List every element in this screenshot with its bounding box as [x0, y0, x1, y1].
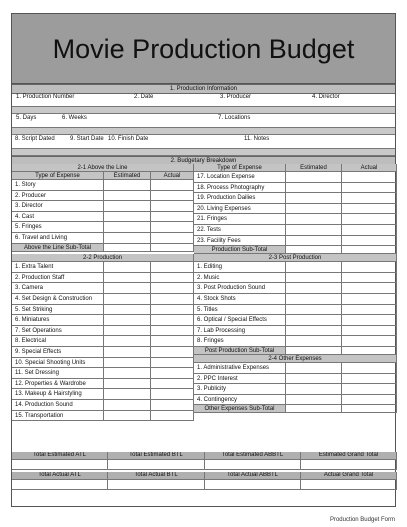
production-item-actual[interactable]	[151, 262, 194, 273]
actual-grand-total: Actual Grand Total	[301, 472, 397, 480]
date-field[interactable]: 2. Date	[134, 94, 154, 100]
post-production-actual[interactable]	[342, 294, 397, 305]
production-estimated-input[interactable]	[286, 183, 342, 194]
production-item: 14. Production Sound	[12, 400, 104, 411]
atl-estimated-input[interactable]	[104, 180, 151, 191]
production-expense-item: 18. Process Photography	[194, 183, 286, 194]
other-expenses-band: 2-4 Other Expenses	[194, 355, 397, 363]
production-item: 7. Set Operations	[12, 326, 104, 337]
post-production-actual[interactable]	[342, 336, 397, 347]
actual-grand-total-value[interactable]	[301, 480, 397, 490]
other-expense-item: 3. Publicity	[194, 384, 286, 395]
post-production-item: 3. Post Production Sound	[194, 283, 286, 294]
atl-estimated-input[interactable]	[104, 233, 151, 244]
production-item: 13. Makeup & Hairstyling	[12, 389, 104, 400]
atl-actual-input[interactable]	[151, 212, 194, 223]
info-row-2	[12, 114, 395, 128]
post-production-actual[interactable]	[342, 273, 397, 284]
finish-date-field[interactable]: 10. Finish Date	[108, 136, 149, 142]
budget-form	[11, 13, 396, 507]
production-item-estimated[interactable]	[104, 336, 151, 347]
other-subtotal-estimated[interactable]	[286, 405, 342, 413]
atl-estimated-input[interactable]	[104, 222, 151, 233]
post-production-estimated[interactable]	[286, 283, 342, 294]
post-production-item: 8. Fringes	[194, 336, 286, 347]
production-item: 15. Transportation	[12, 411, 104, 422]
production-expense-item: 17. Location Expense	[194, 172, 286, 183]
total-estimated-atl: Total Estimated ATL	[12, 452, 108, 460]
production-item-estimated[interactable]	[104, 273, 151, 284]
atl-col-type: Type of Expense	[12, 172, 104, 180]
info-spacer-2	[12, 128, 395, 135]
atl-item: 2. Producer	[12, 191, 104, 202]
director-field[interactable]: 4. Director	[312, 94, 340, 100]
post-production-estimated[interactable]	[286, 294, 342, 305]
atl-item: 1. Story	[12, 180, 104, 191]
production-expense-item: 23. Facility Fees	[194, 236, 286, 247]
production-actual-input[interactable]	[342, 183, 397, 194]
post-subtotal-actual[interactable]	[342, 347, 397, 355]
production-expense-item: 20. Living Expenses	[194, 204, 286, 215]
above-the-line-band: 2-1 Above the Line	[12, 164, 194, 172]
production-item-estimated[interactable]	[104, 326, 151, 337]
post-production-estimated[interactable]	[286, 305, 342, 316]
production-subtotal-estimated[interactable]	[286, 246, 342, 254]
production-actual-input[interactable]	[342, 193, 397, 204]
production-item-estimated[interactable]	[104, 262, 151, 273]
atl-item: 6. Travel and Living	[12, 233, 104, 244]
production-item-actual[interactable]	[151, 315, 194, 326]
atl-item: 5. Fringes	[12, 222, 104, 233]
production-estimated-input[interactable]	[286, 214, 342, 225]
other-expense-estimated[interactable]	[286, 363, 342, 374]
total-actual-btl: Total Actual BTL	[108, 472, 205, 480]
production-item: 9. Special Effects	[12, 347, 104, 358]
production-item-actual[interactable]	[151, 358, 194, 369]
production-estimated-input[interactable]	[286, 204, 342, 215]
post1-col-actual: Actual	[342, 164, 397, 172]
post-production-actual[interactable]	[342, 326, 397, 337]
production-subtotal: Production Sub-Total	[194, 246, 286, 254]
total-actual-atl-value[interactable]	[12, 480, 108, 490]
production-estimated-input[interactable]	[286, 225, 342, 236]
production-actual-input[interactable]	[342, 204, 397, 215]
atl-col-actual: Actual	[151, 172, 194, 180]
info-row-1	[12, 93, 395, 107]
other-expense-estimated[interactable]	[286, 374, 342, 385]
form-title: Movie Production Budget	[12, 14, 395, 84]
total-actual-abbtl-value[interactable]	[205, 480, 301, 490]
breakdown-grid	[12, 164, 395, 484]
production-number-field[interactable]: 1. Production Number	[16, 94, 75, 100]
post-production-actual[interactable]	[342, 262, 397, 273]
production-item: 1. Extra Talent	[12, 262, 104, 273]
atl-subtotal-estimated[interactable]	[104, 244, 151, 252]
total-estimated-atl-value[interactable]	[12, 460, 108, 470]
production-item-estimated[interactable]	[104, 305, 151, 316]
other-expense-estimated[interactable]	[286, 384, 342, 395]
totals-grid	[12, 452, 395, 508]
post-production-item: 1. Editing	[194, 262, 286, 273]
post-production-estimated[interactable]	[286, 336, 342, 347]
atl-subtotal: Above the Line Sub-Total	[12, 244, 104, 252]
production-item-estimated[interactable]	[104, 400, 151, 411]
production-item-actual[interactable]	[151, 294, 194, 305]
production-item-actual[interactable]	[151, 389, 194, 400]
weeks-field[interactable]: 6. Weeks	[62, 115, 87, 121]
atl-actual-input[interactable]	[151, 180, 194, 191]
locations-field[interactable]: 7. Locations	[218, 115, 251, 121]
production-item-estimated[interactable]	[104, 389, 151, 400]
total-actual-atl: Total Actual ATL	[12, 472, 108, 480]
production-item-actual[interactable]	[151, 347, 194, 358]
production-item-estimated[interactable]	[104, 379, 151, 390]
other-expenses-subtotal: Other Expenses Sub-Total	[194, 405, 286, 413]
atl-actual-input[interactable]	[151, 201, 194, 212]
production-item: 5. Set Striking	[12, 305, 104, 316]
post-production-actual[interactable]	[342, 305, 397, 316]
production-band: 2-2 Production	[12, 254, 194, 262]
atl-item: 3. Director	[12, 201, 104, 212]
production-estimated-input[interactable]	[286, 172, 342, 183]
other-expense-item: 1. Administrative Expenses	[194, 363, 286, 374]
other-expense-actual[interactable]	[342, 384, 397, 395]
estimated-grand-total-value[interactable]	[301, 460, 397, 470]
production-item-actual[interactable]	[151, 326, 194, 337]
production-actual-input[interactable]	[342, 236, 397, 247]
post-production-item: 5. Titles	[194, 305, 286, 316]
production-actual-input[interactable]	[342, 225, 397, 236]
other-expense-item: 4. Contingency	[194, 395, 286, 406]
post-production-estimated[interactable]	[286, 326, 342, 337]
production-item: 3. Camera	[12, 283, 104, 294]
post-production-estimated[interactable]	[286, 273, 342, 284]
production-estimated-input[interactable]	[286, 193, 342, 204]
script-dated-field[interactable]: 8. Script Dated	[15, 136, 55, 142]
section-budgetary-breakdown: 2. Budgetary Breakdown	[12, 156, 395, 166]
production-subtotal-actual[interactable]	[342, 246, 397, 254]
production-expense-item: 19. Production Dailies	[194, 193, 286, 204]
other-subtotal-actual[interactable]	[342, 405, 397, 413]
post-production-subtotal: Post Production Sub-Total	[194, 347, 286, 355]
atl-col-estimated: Estimated	[104, 172, 151, 180]
post-production-estimated[interactable]	[286, 262, 342, 273]
post-production-actual[interactable]	[342, 283, 397, 294]
notes-field[interactable]: 11. Notes	[244, 136, 270, 142]
production-item: 4. Set Design & Construction	[12, 294, 104, 305]
production-item: 10. Special Shooting Units	[12, 358, 104, 369]
post-production-item: 4. Stock Shots	[194, 294, 286, 305]
estimated-grand-total: Estimated Grand Total	[301, 452, 397, 460]
info-spacer	[12, 107, 395, 114]
start-date-field[interactable]: 9. Start Date	[70, 136, 104, 142]
production-item: 8. Electrical	[12, 336, 104, 347]
post-production-actual[interactable]	[342, 315, 397, 326]
production-estimated-input[interactable]	[286, 236, 342, 247]
post-production-band: 2-3 Post Production	[194, 254, 397, 262]
total-estimated-abbtl-value[interactable]	[205, 460, 301, 470]
section-production-information: 1. Production Information	[12, 84, 395, 94]
atl-actual-input[interactable]	[151, 233, 194, 244]
production-item-actual[interactable]	[151, 379, 194, 390]
production-item-actual[interactable]	[151, 411, 194, 422]
post-production-estimated[interactable]	[286, 315, 342, 326]
atl-item: 4. Cast	[12, 212, 104, 223]
atl-estimated-input[interactable]	[104, 212, 151, 223]
other-expense-actual[interactable]	[342, 363, 397, 374]
post1-col-type: Type of Expense	[194, 164, 286, 172]
production-item-actual[interactable]	[151, 273, 194, 284]
production-item: 12. Properties & Wardrobe	[12, 379, 104, 390]
production-item-actual[interactable]	[151, 400, 194, 411]
production-item-estimated[interactable]	[104, 358, 151, 369]
production-item-actual[interactable]	[151, 368, 194, 379]
total-estimated-btl-value[interactable]	[108, 460, 205, 470]
production-item-actual[interactable]	[151, 305, 194, 316]
production-item-estimated[interactable]	[104, 294, 151, 305]
days-field[interactable]: 5. Days	[16, 115, 37, 121]
other-expense-actual[interactable]	[342, 374, 397, 385]
info-spacer-3	[12, 149, 395, 156]
production-actual-input[interactable]	[342, 214, 397, 225]
post-production-item: 2. Music	[194, 273, 286, 284]
footer-brand: Production Budget Form	[329, 517, 395, 523]
post-subtotal-estimated[interactable]	[286, 347, 342, 355]
production-item-actual[interactable]	[151, 283, 194, 294]
production-item-estimated[interactable]	[104, 283, 151, 294]
total-actual-btl-value[interactable]	[108, 480, 205, 490]
total-actual-abbtl: Total Actual ABBTL	[205, 472, 301, 480]
production-expense-item: 22. Tests	[194, 225, 286, 236]
production-expense-item: 21. Fringes	[194, 214, 286, 225]
info-row-3	[12, 135, 395, 149]
atl-subtotal-actual[interactable]	[151, 244, 194, 252]
production-item-estimated[interactable]	[104, 315, 151, 326]
other-expense-item: 2. PPC Interest	[194, 374, 286, 385]
production-item: 2. Production Staff	[12, 273, 104, 284]
production-item-estimated[interactable]	[104, 347, 151, 358]
production-item: 11. Set Dressing	[12, 368, 104, 379]
production-item: 6. Miniatures	[12, 315, 104, 326]
production-item-actual[interactable]	[151, 336, 194, 347]
post-production-item: 7. Lab Processing	[194, 326, 286, 337]
total-estimated-abbtl: Total Estimated ABBTL	[205, 452, 301, 460]
producer-field[interactable]: 3. Producer	[220, 94, 252, 100]
atl-actual-input[interactable]	[151, 191, 194, 202]
atl-estimated-input[interactable]	[104, 191, 151, 202]
production-actual-input[interactable]	[342, 172, 397, 183]
production-item-estimated[interactable]	[104, 411, 151, 422]
atl-actual-input[interactable]	[151, 222, 194, 233]
total-estimated-btl: Total Estimated BTL	[108, 452, 205, 460]
post1-col-estimated: Estimated	[286, 164, 342, 172]
other-expense-estimated[interactable]	[286, 395, 342, 406]
atl-estimated-input[interactable]	[104, 201, 151, 212]
other-expense-actual[interactable]	[342, 395, 397, 406]
post-production-item: 6. Optical / Special Effects	[194, 315, 286, 326]
production-item-estimated[interactable]	[104, 368, 151, 379]
